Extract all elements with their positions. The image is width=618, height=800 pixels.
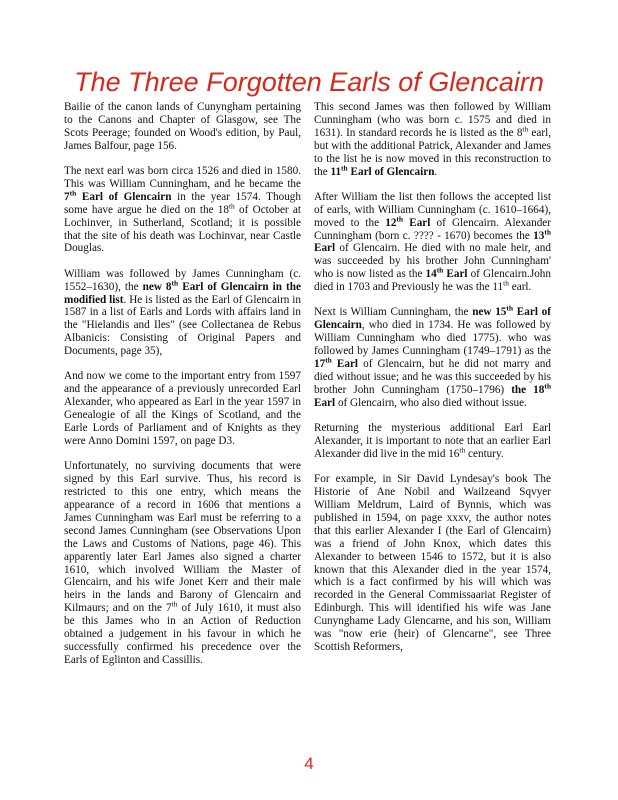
left-paragraph-2: The next earl was born circa 1526 and died in 1580. This was William Cunningham, and he became the 7th Earl of Glencairn in the year 1574. Though some have argue he died on the 18th of October at Lochinver, in Sutherland, Scotland; it is possible that the site of his death was Lochinvar, near Castle Douglas. — [64, 165, 301, 255]
right-paragraph-3: Next is William Cunningham, the new 15th Earl of Glencairn, who died in 1734. He was followed by William Cunningham who died 1775). who was followed by James Cunningham (1749–1791) as the 17th Earl of Glencairn, but he did not marry and died without issue; and he was this succeeded by his brother John Cunningham (1750–1796) the 18th Earl of Glencairn, who also died without issue. — [314, 303, 551, 409]
bold-earl-title: 7th Earl of Glencairn — [64, 188, 172, 203]
bold-earl-title: new 8th Earl of Glencairn in the modified list — [64, 277, 301, 306]
bold-earl-title: 12th Earl — [385, 213, 431, 229]
left-paragraph-5: Unfortunately, no surviving documents that were signed by this Earl survive. Thus, his record is restricted to this one entry, which means the appearance of a record in 1606 that mentions a James Cunningham was Earl must be referring to a second James Cunningham (see Observations Upon the Laws and Customs of Nations, page 46). This apparently later Earl James also signed a charter 1610, which involved William the Master of Glencairn, and his wife Jonet Kerr and their male heirs in the lands and Barony of Glencairn and Kilmaurs; and on the 7th of July 1610, it must also be this James who in an Action of Reduction obtained a judgement in his favour in which he successfully confirmed his precedence over the Earls of Eglinton and Cassillis. — [64, 460, 301, 666]
bold-earl-title: 13th Earl — [314, 226, 551, 255]
right-column — [314, 101, 551, 666]
page-title: The Three Forgotten Earls of Glencairn — [74, 67, 544, 97]
right-paragraph-4: Returning the mysterious additional Earl Earl Alexander, it is important to note that an earlier Earl Alexander did live in the mid 16th century. — [314, 422, 551, 460]
right-paragraph-5: For example, in Sir David Lyndesay's book The Historie of Ane Nobil and Wailzeand Sqvyer William Meldrum, Laird of Bynnis, which was published in 1594, on page xxxv, the author notes that this earlier Alexander I (the Earl of Glencairn) was a friend of John Knox, which dates this Alexander to between 1546 to 1572, but it is also known that this Alexander died in the year 1574, which is a fact confirmed by his will which was recorded in the General Commissaariat Register of Edinburgh. This will identified his wife was Jane Cunynghame Lady Glencarne, and his son, William was "now erie (heir) of Glencarne", see Three Scottish Reformers, — [314, 473, 551, 653]
left-paragraph-3: William was followed by James Cunningham (c. 1552–1630), the new 8th Earl of Glencairn in the modified list. He is listed as the Earl of Glencairn in 1587 in a list of Earls and Lords with affairs land in the "Hielandis and Iles" (see Collectanea de Rebus Albanicis: Consisting of Original Papers and Documents, page 35), — [64, 267, 301, 358]
right-paragraph-2: After William the list then follows the accepted list of earls, with William Cunningham (c. 1610–1664), moved to the 12th Earl of Glencairn. Alexander Cunningham (born c. ???? - 1670) becomes the 13th Earl of Glencairn. He died with no male heir, and was succeeded by his brother John Cunningham' who is now listed as the 14th Earl of Glencairn.John died in 1703 and Previously he was the 11th earl. — [314, 190, 551, 294]
bold-earl-title: 11th Earl of Glencairn — [330, 162, 435, 178]
bold-earl-title: 17th Earl — [314, 355, 359, 371]
bold-earl-title: new 15th Earl of Glencairn — [314, 303, 551, 332]
page-number: 4 — [304, 754, 314, 773]
right-paragraph-1: This second James was then followed by William Cunningham (who was born c. 1575 and died in 1631). In standard records he is listed as the 8th earl, but with the additional Patrick, Alexander and James to the list he is now moved in this reconstruction to the 11th Earl of Glencairn. — [314, 101, 551, 178]
left-paragraph-1: Bailie of the canon lands of Cunyngham pertaining to the Canons and Chapter of Glasgow, see The Scots Peerage; founded on Wood's edition, by Paul, James Balfour, page 156. — [64, 101, 301, 152]
bold-earl-title: the 18th Earl — [314, 381, 551, 409]
bold-earl-title: 14th Earl — [425, 265, 468, 281]
left-paragraph-4: And now we come to the important entry from 1597 and the appearance of a previously unrecorded Earl Alexander, who appeared as Earl in the year 1597 in Genealogie of all the Kings of Scotland, and the Earle Lords of Parliament and of Knights as they were Anno Domini 1597, on page D3. — [64, 370, 301, 448]
left-column — [64, 101, 301, 679]
